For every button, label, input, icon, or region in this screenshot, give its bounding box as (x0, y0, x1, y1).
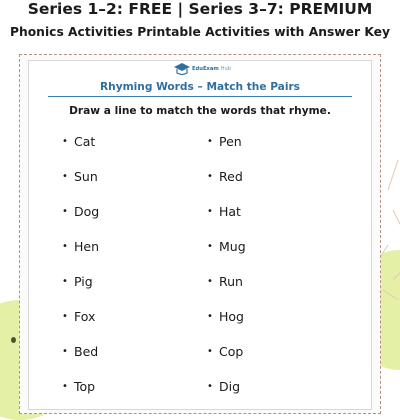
left-word-item (62, 134, 99, 169)
right-word-item (207, 379, 246, 414)
bullet-icon: • (62, 241, 68, 252)
bullet-icon: • (207, 206, 213, 217)
right-word-column (207, 134, 246, 414)
right-word: Run (219, 274, 243, 289)
right-word-item (207, 274, 246, 309)
bullet-icon: • (207, 136, 213, 147)
decorative-dot (11, 337, 16, 343)
left-word-item (62, 309, 99, 344)
bullet-icon: • (62, 276, 68, 287)
bullet-icon: • (62, 311, 68, 322)
bullet-icon: • (62, 346, 68, 357)
left-word-item (62, 379, 99, 414)
right-word: Cop (219, 344, 244, 359)
bullet-icon: • (62, 381, 68, 392)
bullet-icon: • (207, 276, 213, 287)
left-word-column (62, 134, 99, 414)
left-word-item (62, 344, 99, 379)
right-word: Pen (219, 134, 242, 149)
bullet-icon: • (62, 171, 68, 182)
right-word-item (207, 169, 246, 204)
bullet-icon: • (62, 206, 68, 217)
worksheet-instruction: Draw a line to match the words that rhyme. (69, 105, 331, 117)
bullet-icon: • (62, 136, 68, 147)
right-word: Dig (219, 379, 241, 394)
worksheet-title: Rhyming Words – Match the Pairs (100, 81, 300, 93)
bullet-icon: • (207, 381, 213, 392)
banner-title: Series 1–2: FREE | Series 3–7: PREMIUM (27, 0, 373, 18)
bullet-icon: • (207, 171, 213, 182)
logo-brand: EduExam (192, 66, 219, 72)
left-word: Pig (74, 274, 93, 289)
title-divider (48, 96, 352, 97)
right-word: Red (219, 169, 243, 184)
right-word: Hat (219, 204, 241, 219)
right-word: Hog (219, 309, 244, 324)
left-word-item (62, 239, 99, 274)
left-word: Bed (74, 344, 99, 359)
left-word-item (62, 169, 99, 204)
right-word-item (207, 204, 246, 239)
left-word: Fox (74, 309, 96, 324)
graduation-cap-icon (173, 61, 191, 77)
bullet-icon: • (207, 311, 213, 322)
banner-subtitle: Phonics Activities Printable Activities with Answer Key (9, 25, 391, 39)
right-word: Mug (219, 239, 246, 254)
left-word: Cat (74, 134, 96, 149)
left-word-item (62, 204, 99, 239)
bullet-icon: • (207, 241, 213, 252)
right-word-item (207, 309, 246, 344)
logo-suffix: Hub (220, 66, 232, 72)
logo-text (192, 66, 231, 72)
left-word: Top (74, 379, 96, 394)
right-word-item (207, 239, 246, 274)
right-word-item (207, 344, 246, 379)
right-word-item (207, 134, 246, 169)
left-word: Hen (74, 239, 100, 254)
bullet-icon: • (207, 346, 213, 357)
left-word: Dog (74, 204, 100, 219)
left-word-item (62, 274, 99, 309)
left-word: Sun (74, 169, 98, 184)
